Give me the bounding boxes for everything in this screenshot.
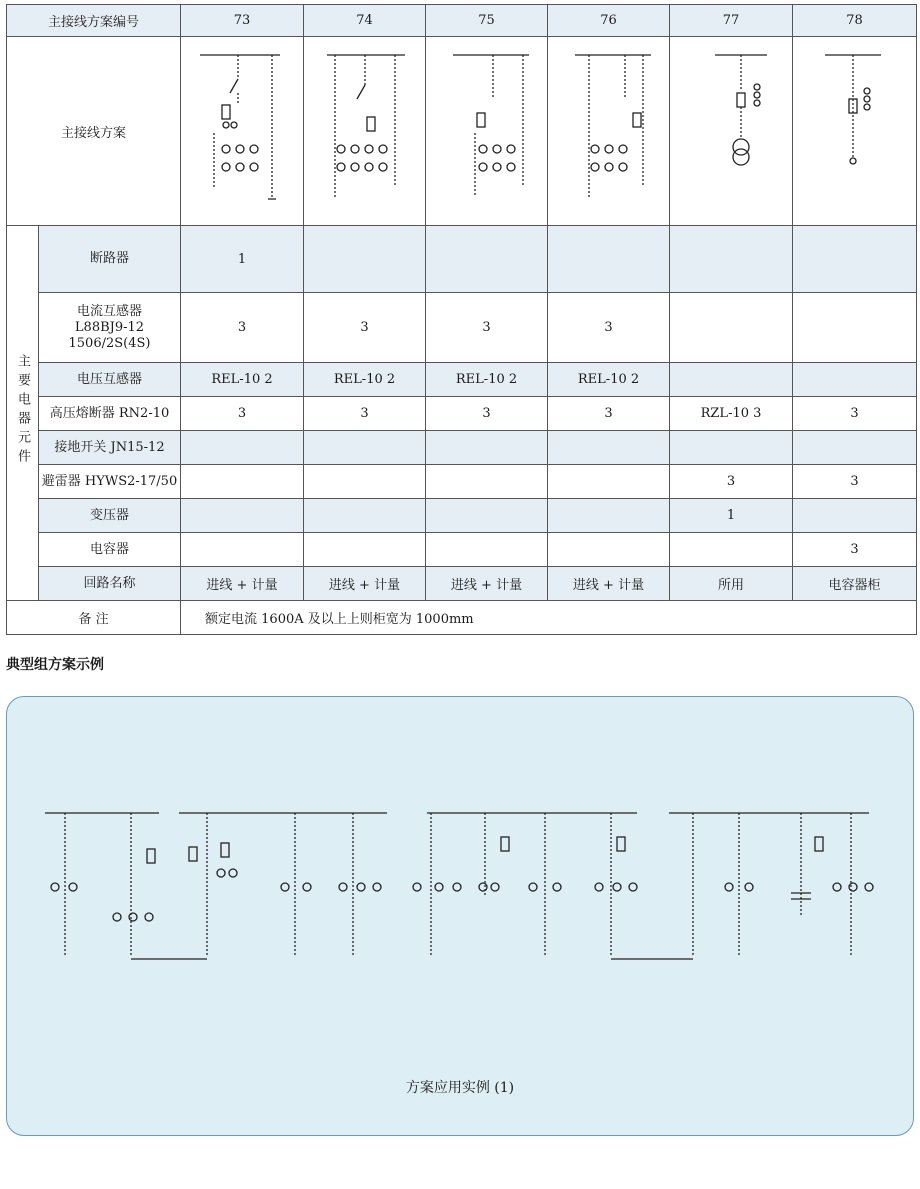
scheme-diagram-78 xyxy=(793,37,917,226)
cell-76 xyxy=(548,465,670,499)
row-label-line: L88BJ9-12 xyxy=(74,319,145,335)
row-label-line: 接地开关 JN15-12 xyxy=(54,439,165,455)
cell-78 xyxy=(793,226,917,293)
cell-75: REL-10 2 xyxy=(426,363,548,397)
row-label-line: 变压器 xyxy=(90,507,130,523)
cell-78: 电容器柜 xyxy=(793,567,917,601)
remarks-label: 备 注 xyxy=(7,601,181,635)
col-75: 75 xyxy=(426,5,548,37)
cell-75: 进线 + 计量 xyxy=(426,567,548,601)
cell-76: 进线 + 计量 xyxy=(548,567,670,601)
cell-73: 进线 + 计量 xyxy=(181,567,304,601)
example-panel xyxy=(6,696,914,1136)
component-row xyxy=(7,363,917,397)
main-components-text: 主要电器元件 xyxy=(15,354,30,468)
cell-74 xyxy=(304,499,426,533)
row-label xyxy=(39,293,181,363)
cell-78 xyxy=(793,431,917,465)
component-row xyxy=(7,293,917,363)
component-row xyxy=(7,533,917,567)
component-row xyxy=(7,567,917,601)
cell-76 xyxy=(548,499,670,533)
cell-78 xyxy=(793,363,917,397)
remarks-row xyxy=(7,601,917,635)
cell-74 xyxy=(304,533,426,567)
scheme-diagram-76 xyxy=(548,37,670,226)
cell-75 xyxy=(426,431,548,465)
cell-78: 3 xyxy=(793,465,917,499)
cell-76 xyxy=(548,226,670,293)
component-row xyxy=(7,226,917,293)
row-label xyxy=(39,567,181,601)
example-caption: 方案应用实例 (1) xyxy=(405,1080,515,1096)
cell-77: 3 xyxy=(670,465,793,499)
scheme-diagram-74 xyxy=(304,37,426,226)
cell-76: 3 xyxy=(548,397,670,431)
cell-74: 进线 + 计量 xyxy=(304,567,426,601)
row-label-line: 电流互感器 xyxy=(77,303,143,319)
cell-74: REL-10 2 xyxy=(304,363,426,397)
col-77: 77 xyxy=(670,5,793,37)
cell-73 xyxy=(181,465,304,499)
row-label-line: 回路名称 xyxy=(83,575,136,591)
cell-78: 3 xyxy=(793,397,917,431)
header-row xyxy=(7,5,917,37)
cell-76 xyxy=(548,533,670,567)
cell-77 xyxy=(670,533,793,567)
row-label-line: 电压互感器 xyxy=(77,371,143,387)
cell-74 xyxy=(304,431,426,465)
scheme-diagram-75 xyxy=(426,37,548,226)
row-label xyxy=(39,431,181,465)
row-label xyxy=(39,465,181,499)
cell-78 xyxy=(793,293,917,363)
row-label xyxy=(39,397,181,431)
row-label-line: 避雷器 HYWS2-17/50 xyxy=(41,473,178,489)
component-row xyxy=(7,465,917,499)
spec-table xyxy=(6,4,917,635)
component-row xyxy=(7,397,917,431)
cell-74: 3 xyxy=(304,397,426,431)
row-label-line: 断路器 xyxy=(90,251,130,266)
cell-73: 1 xyxy=(181,226,304,293)
cell-77 xyxy=(670,363,793,397)
row-label xyxy=(39,363,181,397)
scheme-diagram-73 xyxy=(181,37,304,226)
col-74: 74 xyxy=(304,5,426,37)
scheme-label: 主接线方案 xyxy=(7,37,181,226)
cell-77: 1 xyxy=(670,499,793,533)
cell-78 xyxy=(793,499,917,533)
section-title: 典型组方案示例 xyxy=(6,657,104,673)
cell-74 xyxy=(304,465,426,499)
cell-76 xyxy=(548,431,670,465)
cell-77 xyxy=(670,293,793,363)
scheme-row xyxy=(7,37,917,226)
cell-75: 3 xyxy=(426,397,548,431)
row-label-line: 高压熔断器 RN2-10 xyxy=(49,405,170,421)
row-label-line: 1506/2S(4S) xyxy=(68,335,151,351)
example-diagram xyxy=(7,697,913,997)
cell-77 xyxy=(670,431,793,465)
cell-74: 3 xyxy=(304,293,426,363)
row-label xyxy=(39,499,181,533)
cell-76: REL-10 2 xyxy=(548,363,670,397)
row-label xyxy=(39,226,181,293)
cell-73 xyxy=(181,499,304,533)
cell-77: RZL-10 3 xyxy=(670,397,793,431)
col-78: 78 xyxy=(793,5,917,37)
component-row xyxy=(7,431,917,465)
component-row xyxy=(7,499,917,533)
cell-77 xyxy=(670,226,793,293)
col-73: 73 xyxy=(181,5,304,37)
cell-75 xyxy=(426,465,548,499)
cell-73 xyxy=(181,533,304,567)
main-components-label xyxy=(7,226,39,601)
remarks-value: 额定电流 1600A 及以上上则柜宽为 1000mm xyxy=(181,601,917,635)
cell-73 xyxy=(181,431,304,465)
row-label xyxy=(39,533,181,567)
cell-73: REL-10 2 xyxy=(181,363,304,397)
cell-78: 3 xyxy=(793,533,917,567)
cell-75: 3 xyxy=(426,293,548,363)
row-label-line: 电容器 xyxy=(90,541,130,557)
cell-76: 3 xyxy=(548,293,670,363)
cell-73: 3 xyxy=(181,293,304,363)
cell-74 xyxy=(304,226,426,293)
cell-75 xyxy=(426,226,548,293)
col-76: 76 xyxy=(548,5,670,37)
cell-75 xyxy=(426,499,548,533)
cell-73: 3 xyxy=(181,397,304,431)
cell-77: 所用 xyxy=(670,567,793,601)
cell-75 xyxy=(426,533,548,567)
header-label: 主接线方案编号 xyxy=(7,5,181,37)
scheme-diagram-77 xyxy=(670,37,793,226)
